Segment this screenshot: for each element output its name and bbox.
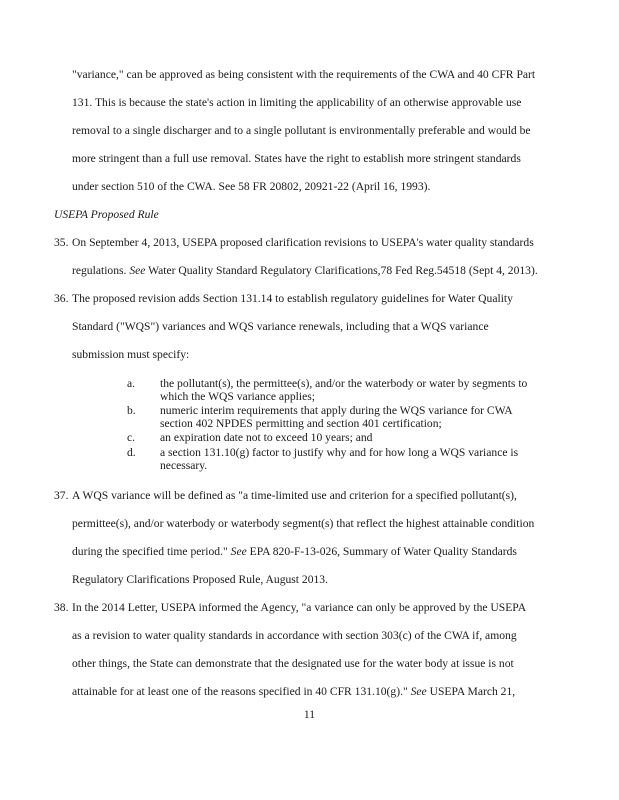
- text-run: Water Quality Standard Regulatory Clarifications,78 Fed Reg.54518 (Sept 4, 2013).: [145, 264, 538, 277]
- text-run: USEPA March 21,: [426, 685, 516, 698]
- see-signal: See: [230, 545, 247, 558]
- text-run: EPA 820-F-13-026, Summary of Water Quality Standards: [246, 545, 517, 558]
- paragraph-number: 36.: [54, 292, 69, 305]
- para36-line-2: Standard ("WQS") variances and WQS variance renewals, including that a WQS variance: [72, 320, 489, 333]
- continuation-line-1: "variance," can be approved as being consistent with the requirements of the CWA and 40 CFR Part: [72, 68, 536, 81]
- list-item-text: which the WQS variance applies;: [160, 390, 315, 403]
- para35-line-2: [72, 264, 538, 278]
- text-run: attainable for at least one of the reasons specified in 40 CFR 131.10(g).": [72, 685, 411, 698]
- para37-line-2: permittee(s), and/or waterbody or waterbody segment(s) that reflect the highest attainable condition: [72, 517, 535, 530]
- list-item-text: an expiration date not to exceed 10 years; and: [160, 431, 373, 444]
- list-item-text: a section 131.10(g) factor to justify why and for how long a WQS variance is: [160, 446, 519, 459]
- list-item-letter: b.: [127, 404, 136, 417]
- see-signal: See: [410, 685, 427, 698]
- list-item-letter: d.: [127, 446, 136, 459]
- see-signal: See: [129, 264, 146, 277]
- para38-line-2: as a revision to water quality standards in accordance with section 303(c) of the CWA if, among: [72, 629, 517, 642]
- list-item-text: the pollutant(s), the permittee(s), and/or the waterbody or water by segments to: [160, 377, 528, 390]
- paragraph-number: 35.: [54, 236, 69, 249]
- para36-line-3: submission must specify:: [72, 348, 190, 361]
- continuation-line-2: 131. This is because the state's action in limiting the applicability of an otherwise approvable use: [72, 96, 522, 109]
- para38-line-3: other things, the State can demonstrate that the designated use for the water body at issue is not: [72, 657, 514, 670]
- para35-line-1: On September 4, 2013, USEPA proposed clarification revisions to USEPA's water quality standards: [72, 236, 534, 249]
- list-item-text: section 402 NPDES permitting and section 401 certification;: [160, 417, 442, 430]
- continuation-line-3: removal to a single discharger and to a single pollutant is environmentally preferable and would be: [72, 124, 531, 137]
- para37-line-1: A WQS variance will be defined as "a time-limited use and criterion for a specified pollutant(s),: [72, 489, 517, 502]
- para38-line-4: [72, 685, 515, 699]
- text-run: during the specified time period.": [72, 545, 231, 558]
- list-item-letter: a.: [127, 377, 136, 390]
- continuation-line-4: more stringent than a full use removal. States have the right to establish more stringent standards: [72, 152, 521, 165]
- section-heading: USEPA Proposed Rule: [54, 208, 159, 221]
- para38-line-1: In the 2014 Letter, USEPA informed the Agency, "a variance can only be approved by the USEPA: [72, 601, 527, 614]
- paragraph-number: 37.: [54, 489, 69, 502]
- list-item-text: necessary.: [160, 459, 208, 472]
- list-item-letter: c.: [127, 431, 136, 444]
- paragraph-number: 38.: [54, 601, 69, 614]
- list-item-text: numeric interim requirements that apply during the WQS variance for CWA: [160, 404, 513, 417]
- continuation-line-5: under section 510 of the CWA. See 58 FR 20802, 20921-22 (April 16, 1993).: [72, 180, 431, 193]
- para37-line-3: [72, 545, 517, 559]
- para37-line-4: Regulatory Clarifications Proposed Rule, August 2013.: [72, 573, 329, 586]
- text-run: regulations.: [72, 264, 130, 277]
- page-number: 11: [303, 708, 316, 721]
- para36-line-1: The proposed revision adds Section 131.14 to establish regulatory guidelines for Water Quality: [72, 292, 513, 305]
